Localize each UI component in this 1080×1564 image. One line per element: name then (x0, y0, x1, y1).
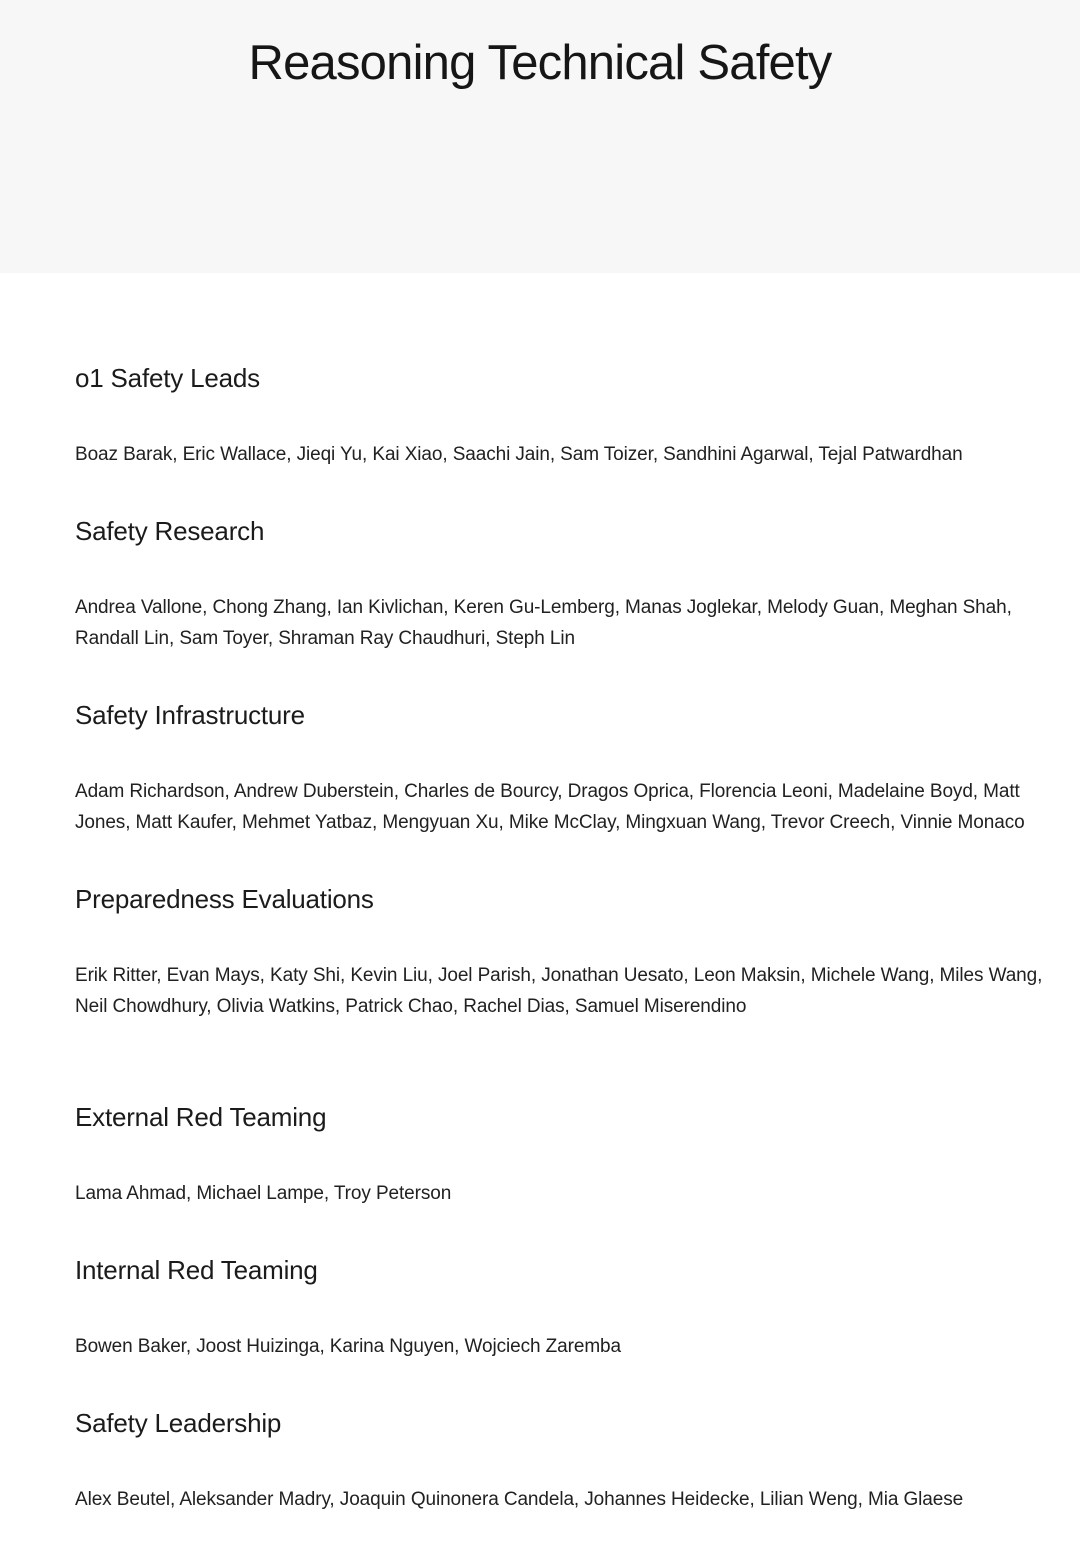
section-safety-research (75, 514, 1043, 654)
section-names: Erik Ritter, Evan Mays, Katy Shi, Kevin Liu, Joel Parish, Jonathan Uesato, Leon Maksin, Michele Wang, Miles Wang, Neil Chowdhury, Olivia Watkins, Patrick Chao, Rachel Dias, Samuel Miserendino (75, 965, 1043, 1017)
page-header (0, 0, 1080, 273)
section-heading: Safety Leadership (75, 1408, 282, 1438)
section-heading: Safety Research (75, 516, 265, 546)
section-heading: Safety Infrastructure (75, 700, 305, 730)
section-names: Andrea Vallone, Chong Zhang, Ian Kivlichan, Keren Gu-Lemberg, Manas Joglekar, Melody Guan, Meghan Shah, Randall Lin, Sam Toyer, Shraman Ray Chaudhuri, Steph Lin (75, 597, 1012, 649)
section-heading: Internal Red Teaming (75, 1255, 318, 1285)
section-external-red-teaming (75, 1100, 1043, 1209)
section-heading: External Red Teaming (75, 1102, 327, 1132)
section-names: Adam Richardson, Andrew Duberstein, Charles de Bourcy, Dragos Oprica, Florencia Leoni, Madelaine Boyd, Matt Jones, Matt Kaufer, Mehmet Yatbaz, Mengyuan Xu, Mike McClay, Mingxuan Wang, Trevor Creech, Vinnie Monaco (75, 781, 1025, 833)
section-o1-safety-leads (75, 361, 1043, 470)
content (0, 361, 1080, 1515)
section-preparedness-evaluations (75, 882, 1043, 1022)
section-names: Lama Ahmad, Michael Lampe, Troy Peterson (75, 1183, 452, 1204)
section-heading: Preparedness Evaluations (75, 884, 374, 914)
page-title: Reasoning Technical Safety (248, 36, 832, 90)
section-names: Alex Beutel, Aleksander Madry, Joaquin Quinonera Candela, Johannes Heidecke, Lilian Weng, Mia Glaese (75, 1489, 964, 1510)
section-safety-infrastructure (75, 698, 1043, 838)
section-names: Boaz Barak, Eric Wallace, Jieqi Yu, Kai Xiao, Saachi Jain, Sam Toizer, Sandhini Agarwal, Tejal Patwardhan (75, 444, 963, 465)
section-safety-leadership (75, 1406, 1043, 1515)
section-internal-red-teaming (75, 1253, 1043, 1362)
section-names: Bowen Baker, Joost Huizinga, Karina Nguyen, Wojciech Zaremba (75, 1336, 621, 1357)
section-heading: o1 Safety Leads (75, 363, 260, 393)
